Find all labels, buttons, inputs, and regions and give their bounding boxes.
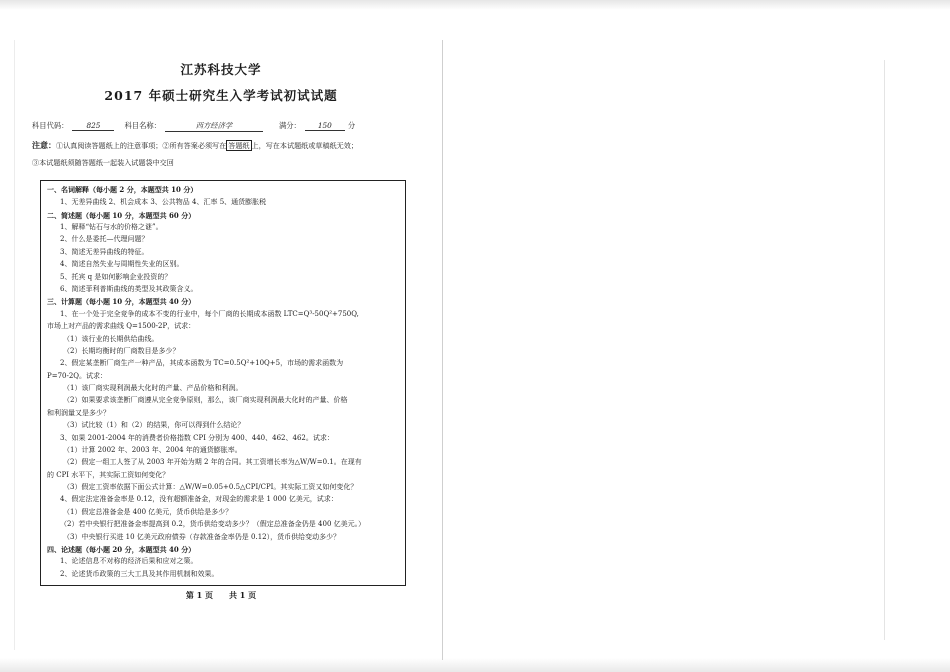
question-line: 3、如果 2001-2004 年的消费者价格指数 CPI 分别为 400、440、462、462。试求： (60, 434, 334, 442)
question-line: 1、无差异曲线 2、机会成本 3、公共物品 4、汇率 5、通货膨胀税 (60, 198, 267, 206)
scan-edge-top (0, 0, 950, 10)
question-line: （3）中央银行买进 10 亿美元政府债券（存款准备金率仍是 0.12），货币供给变动多少？ (63, 533, 341, 541)
page-total: 共 1 页 (229, 590, 257, 600)
question-line: （2）长期均衡时的厂商数目是多少？ (63, 347, 180, 355)
subject-name-value: 西方经济学 (165, 121, 263, 132)
question-line: （3）假定工资率依据下面公式计算：△W/W=0.05+0.5△CPI/CPI。其实际工资又如何变化？ (63, 483, 358, 491)
notice-line-1 (32, 140, 358, 151)
section-heading: 四、论述题（每小题 20 分，本题型共 40 分） (47, 545, 196, 554)
question-line: 5、托宾 q 是如何影响企业投资的？ (60, 273, 172, 281)
question-line: 1、论述信息不对称的经济后果和应对之策。 (60, 557, 198, 565)
question-line: P=70-2Q。试求： (47, 372, 108, 380)
notice-boxed-text: 答题纸 (228, 141, 250, 150)
question-line: 1、在一个处于完全竞争的成本不变的行业中，每个厂商的长期成本函数 LTC=Q³-50Q²+750Q, (60, 310, 359, 318)
question-line: 6、简述菲利普斯曲线的类型及其政策含义。 (60, 285, 198, 293)
subject-code-value: 825 (72, 121, 114, 131)
exam-title: 2017 年硕士研究生入学考试初试试题 (104, 88, 338, 103)
notice-lead: 注意： (32, 140, 56, 150)
question-line: 4、简述自然失业与周期性失业的区别。 (60, 260, 184, 268)
subject-info-row (32, 121, 355, 132)
subject-name-label: 科目名称： (124, 121, 161, 130)
question-line: （2）假定一组工人签了从 2003 年开始为期 2 年的合同。其工资增长率为△W/W=0.1。在现有 (63, 458, 362, 466)
question-line: （1）计算 2002 年、2003 年、2004 年的通货膨胀率。 (63, 446, 242, 454)
question-line: 市场上对产品的需求曲线 Q=1500-2P，试求： (47, 322, 196, 330)
page-number: 第 1 页 (185, 590, 213, 600)
school-name: 江苏科技大学 (180, 62, 262, 77)
section-heading: 三、计算题（每小题 10 分，本题型共 40 分） (47, 297, 196, 306)
question-line: （1）该厂商实现利润最大化时的产量、产品价格和利润。 (63, 384, 243, 392)
question-line: 2、论述货币政策的三大工具及其作用机制和效果。 (60, 570, 219, 578)
scan-edge-bottom (0, 658, 950, 672)
question-line: 的 CPI 水平下，其实际工资如何变化？ (47, 471, 170, 479)
full-score-unit: 分 (347, 121, 356, 130)
subject-code-label: 科目代码： (32, 121, 69, 130)
section-heading: 二、简述题（每小题 10 分，本题型共 60 分） (47, 211, 196, 220)
full-score-label: 满分： (278, 121, 301, 130)
question-line: （2）如果要求该垄断厂商遵从完全竞争原则，那么，该厂商实现利润最大化时的产量、价格 (63, 396, 348, 404)
right-page-edge (884, 60, 885, 640)
question-line: 4、假定法定准备金率是 0.12，没有超额准备金，对现金的需求是 1 000 亿美元，试求： (60, 495, 338, 503)
page-fold-line (442, 40, 443, 660)
section-heading: 一、名词解释（每小题 2 分，本题型共 10 分） (47, 185, 198, 194)
notice-text-part2: 上，写在本试题纸或草稿纸无效； (251, 141, 358, 150)
page-footer (0, 590, 442, 601)
question-line: 3、简述无差异曲线的特征。 (60, 248, 149, 256)
question-line: 和利润量又是多少？ (47, 409, 110, 417)
scan-shadow (14, 40, 15, 650)
question-line: （1）假定总准备金是 400 亿美元，货币供给是多少？ (63, 508, 233, 516)
question-line: 2、假定某垄断厂商生产一种产品，其成本函数为 TC=0.5Q²+10Q+5，市场的需求函数为 (60, 359, 344, 367)
question-line: （3）试比较（1）和（2）的结果，你可以得到什么结论？ (63, 421, 245, 429)
question-line: （1）该行业的长期供给曲线。 (63, 335, 159, 343)
question-line: 2、什么是委托—代理问题？ (60, 235, 149, 243)
full-score-value: 150 (305, 121, 345, 131)
notice-line-2: ③本试题纸须随答题纸一起装入试题袋中交回 (32, 158, 174, 167)
question-line: （2）若中央银行把准备金率提高到 0.2，货币供给变动多少？（假定总准备金仍是 400 亿美元。） (60, 520, 366, 528)
question-line: 1、解释“钻石与水的价格之谜”。 (60, 223, 163, 231)
notice-text-part1: ①认真阅读答题纸上的注意事项；②所有答案必须写在 (56, 141, 227, 150)
